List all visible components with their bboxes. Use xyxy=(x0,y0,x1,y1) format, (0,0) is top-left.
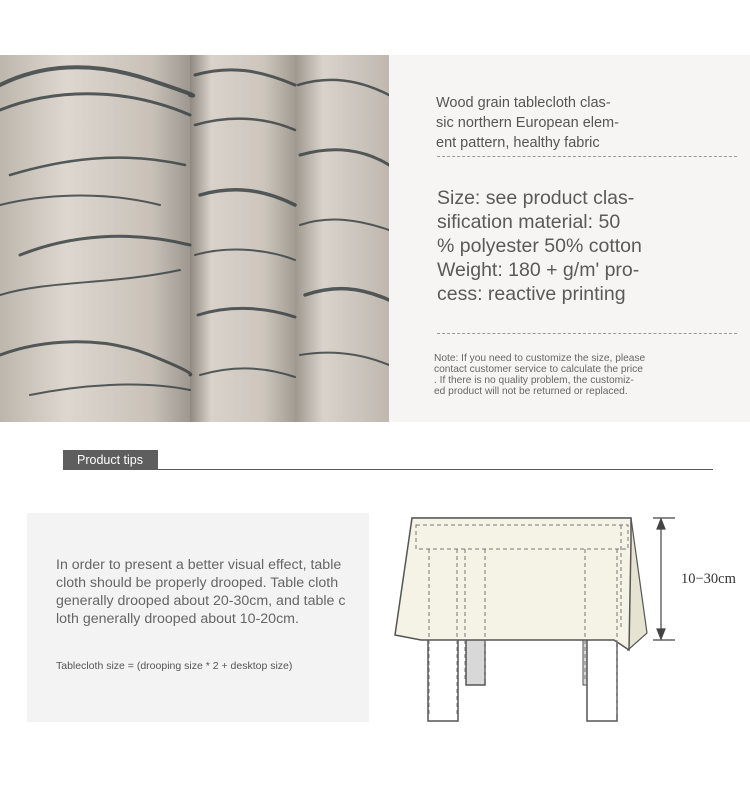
tablecloth-front xyxy=(395,518,631,650)
note-line: ed product will not be returned or replaced. xyxy=(434,386,628,397)
tips-formula: Tablecloth size = (drooping size * 2 + desktop size) xyxy=(56,660,293,672)
spec-line: Size: see product clas- xyxy=(437,187,635,209)
spec-line: cess: reactive printing xyxy=(437,283,626,305)
spec-line: % polyester 50% cotton xyxy=(437,235,642,257)
tablecloth-diagram xyxy=(385,505,750,730)
product-title-line: sic northern European elem- xyxy=(436,115,619,131)
note-line: . If there is no quality problem, the customiz- xyxy=(434,375,634,386)
product-specs xyxy=(437,186,649,306)
note-line: contact customer service to calculate the price xyxy=(434,364,643,375)
customization-note xyxy=(434,353,662,397)
product-title-line: Wood grain tablecloth clas- xyxy=(436,95,611,111)
dashed-divider xyxy=(437,156,737,157)
note-line: Note: If you need to customize the size, please xyxy=(434,353,646,364)
tips-body: In order to present a better visual effect, table cloth should be properly drooped. Table cloth generally drooped about 20-30cm, and table cloth generally drooped about 10-20cm. xyxy=(56,557,346,627)
table-leg xyxy=(587,633,617,721)
tips-heading: Product tips xyxy=(63,450,158,470)
product-title xyxy=(436,93,636,153)
drooping-size-label: 10−30cm xyxy=(681,571,736,587)
dashed-divider xyxy=(437,333,737,334)
product-title-line: ent pattern, healthy fabric xyxy=(436,135,600,151)
fabric-photo xyxy=(0,55,389,422)
table-leg xyxy=(428,633,458,721)
product-info-panel xyxy=(389,55,750,422)
tips-heading-rule xyxy=(63,469,713,470)
tips-box xyxy=(27,513,369,722)
spec-line: Weight: 180 + g/m' pro- xyxy=(437,259,640,281)
spec-line: sification material: 50 xyxy=(437,211,621,233)
wood-grain-fabric-image xyxy=(0,55,389,422)
table-leg xyxy=(466,633,485,685)
table-drooping-illustration xyxy=(385,505,675,730)
